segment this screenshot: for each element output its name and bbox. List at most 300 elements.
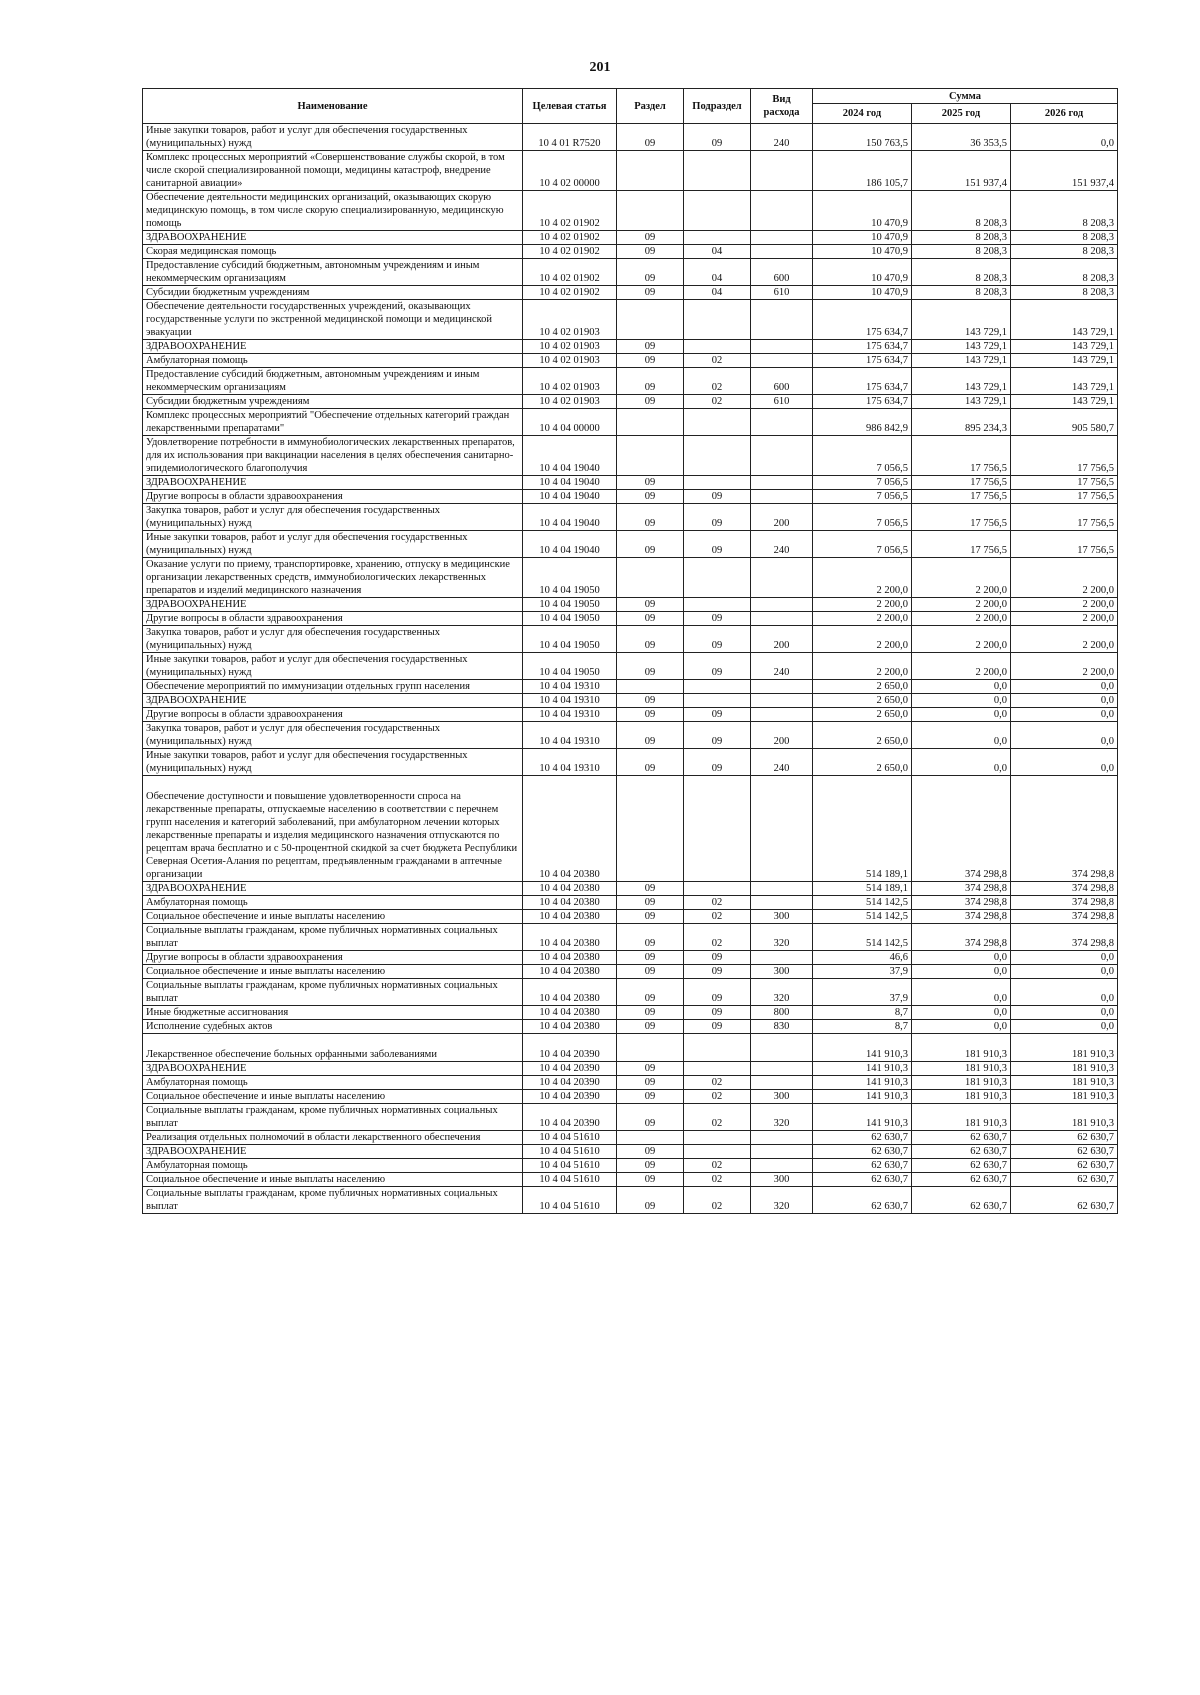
cell-target: 10 4 04 19050 xyxy=(523,598,617,612)
cell-section: 09 xyxy=(617,395,684,409)
cell-subsection xyxy=(684,340,751,354)
cell-2026: 374 298,8 xyxy=(1011,896,1118,910)
cell-name: Исполнение судебных актов xyxy=(143,1020,523,1034)
cell-2026: 8 208,3 xyxy=(1011,286,1118,300)
cell-subsection xyxy=(684,1034,751,1062)
cell-expense-type xyxy=(751,245,813,259)
cell-target: 10 4 04 20380 xyxy=(523,951,617,965)
cell-subsection: 09 xyxy=(684,979,751,1006)
table-row xyxy=(143,245,1118,259)
cell-2024: 2 650,0 xyxy=(813,749,912,776)
cell-2026: 17 756,5 xyxy=(1011,436,1118,476)
cell-2026: 8 208,3 xyxy=(1011,231,1118,245)
cell-subsection xyxy=(684,1131,751,1145)
cell-2024: 141 910,3 xyxy=(813,1076,912,1090)
cell-2026: 374 298,8 xyxy=(1011,924,1118,951)
cell-target: 10 4 02 01903 xyxy=(523,300,617,340)
cell-2024: 141 910,3 xyxy=(813,1062,912,1076)
cell-name: Субсидии бюджетным учреждениям xyxy=(143,395,523,409)
cell-2025: 0,0 xyxy=(912,1020,1011,1034)
cell-expense-type xyxy=(751,694,813,708)
cell-name: Социальное обеспечение и иные выплаты населению xyxy=(143,965,523,979)
cell-2024: 10 470,9 xyxy=(813,191,912,231)
cell-2024: 7 056,5 xyxy=(813,490,912,504)
cell-expense-type: 320 xyxy=(751,1187,813,1214)
cell-expense-type xyxy=(751,598,813,612)
cell-target: 10 4 04 20390 xyxy=(523,1034,617,1062)
cell-2024: 514 142,5 xyxy=(813,896,912,910)
cell-name: Амбулаторная помощь xyxy=(143,896,523,910)
cell-expense-type: 300 xyxy=(751,910,813,924)
table-body xyxy=(143,124,1118,1214)
cell-2024: 62 630,7 xyxy=(813,1145,912,1159)
cell-subsection: 09 xyxy=(684,708,751,722)
cell-target: 10 4 04 51610 xyxy=(523,1159,617,1173)
cell-target: 10 4 04 19040 xyxy=(523,490,617,504)
cell-target: 10 4 04 20390 xyxy=(523,1076,617,1090)
cell-2024: 62 630,7 xyxy=(813,1131,912,1145)
cell-2026: 0,0 xyxy=(1011,749,1118,776)
cell-name: Социальные выплаты гражданам, кроме публичных нормативных социальных выплат xyxy=(143,979,523,1006)
cell-2024: 141 910,3 xyxy=(813,1090,912,1104)
cell-section xyxy=(617,680,684,694)
cell-name: Закупка товаров, работ и услуг для обеспечения государственных (муниципальных) нужд xyxy=(143,504,523,531)
cell-name: Другие вопросы в области здравоохранения xyxy=(143,708,523,722)
header-2024: 2024 год xyxy=(813,104,912,124)
cell-2024: 514 142,5 xyxy=(813,910,912,924)
cell-2025: 62 630,7 xyxy=(912,1145,1011,1159)
cell-expense-type: 240 xyxy=(751,749,813,776)
cell-target: 10 4 04 19040 xyxy=(523,531,617,558)
table-row xyxy=(143,708,1118,722)
cell-2026: 905 580,7 xyxy=(1011,409,1118,436)
cell-2026: 143 729,1 xyxy=(1011,395,1118,409)
table-row xyxy=(143,694,1118,708)
cell-expense-type: 610 xyxy=(751,286,813,300)
cell-name: Иные закупки товаров, работ и услуг для обеспечения государственных (муниципальных) нужд xyxy=(143,531,523,558)
cell-name: Социальное обеспечение и иные выплаты населению xyxy=(143,1173,523,1187)
cell-expense-type xyxy=(751,1034,813,1062)
cell-2024: 141 910,3 xyxy=(813,1104,912,1131)
cell-2026: 62 630,7 xyxy=(1011,1145,1118,1159)
cell-target: 10 4 04 19040 xyxy=(523,476,617,490)
cell-target: 10 4 02 01902 xyxy=(523,245,617,259)
cell-2026: 0,0 xyxy=(1011,951,1118,965)
cell-subsection: 02 xyxy=(684,1187,751,1214)
cell-2026: 181 910,3 xyxy=(1011,1034,1118,1062)
cell-2026: 0,0 xyxy=(1011,965,1118,979)
cell-target: 10 4 04 51610 xyxy=(523,1145,617,1159)
cell-name: ЗДРАВООХРАНЕНИЕ xyxy=(143,598,523,612)
cell-name: Лекарственное обеспечение больных орфанными заболеваниями xyxy=(143,1034,523,1062)
cell-2024: 37,9 xyxy=(813,979,912,1006)
cell-2026: 17 756,5 xyxy=(1011,490,1118,504)
table-row xyxy=(143,531,1118,558)
table-row xyxy=(143,951,1118,965)
cell-2025: 181 910,3 xyxy=(912,1090,1011,1104)
cell-expense-type xyxy=(751,476,813,490)
cell-expense-type xyxy=(751,340,813,354)
cell-section: 09 xyxy=(617,340,684,354)
cell-section: 09 xyxy=(617,708,684,722)
cell-name: Социальное обеспечение и иные выплаты населению xyxy=(143,1090,523,1104)
cell-subsection: 09 xyxy=(684,951,751,965)
cell-name: Скорая медицинская помощь xyxy=(143,245,523,259)
cell-2025: 62 630,7 xyxy=(912,1159,1011,1173)
cell-2024: 10 470,9 xyxy=(813,259,912,286)
cell-2026: 0,0 xyxy=(1011,680,1118,694)
cell-subsection: 04 xyxy=(684,245,751,259)
cell-target: 10 4 04 19050 xyxy=(523,558,617,598)
cell-target: 10 4 04 20380 xyxy=(523,1020,617,1034)
cell-2025: 17 756,5 xyxy=(912,436,1011,476)
cell-expense-type: 240 xyxy=(751,653,813,680)
cell-section: 09 xyxy=(617,1145,684,1159)
table-row xyxy=(143,231,1118,245)
cell-section: 09 xyxy=(617,531,684,558)
cell-target: 10 4 04 19040 xyxy=(523,436,617,476)
cell-2024: 8,7 xyxy=(813,1020,912,1034)
cell-2026: 17 756,5 xyxy=(1011,531,1118,558)
cell-2025: 17 756,5 xyxy=(912,531,1011,558)
cell-2025: 181 910,3 xyxy=(912,1062,1011,1076)
cell-expense-type: 320 xyxy=(751,924,813,951)
cell-2025: 374 298,8 xyxy=(912,896,1011,910)
cell-2026: 181 910,3 xyxy=(1011,1062,1118,1076)
cell-name: Удовлетворение потребности в иммунобиологических лекарственных препаратов, для их использования при вакцинации населения в целях обеспечения санитарно-эпидемиологического благополучия xyxy=(143,436,523,476)
cell-section: 09 xyxy=(617,598,684,612)
cell-2025: 374 298,8 xyxy=(912,924,1011,951)
header-subsection: Подраздел xyxy=(684,89,751,124)
cell-section: 09 xyxy=(617,626,684,653)
cell-section: 09 xyxy=(617,259,684,286)
cell-section: 09 xyxy=(617,1006,684,1020)
cell-subsection: 09 xyxy=(684,490,751,504)
table-row xyxy=(143,1187,1118,1214)
cell-expense-type: 320 xyxy=(751,979,813,1006)
cell-2024: 514 142,5 xyxy=(813,924,912,951)
cell-expense-type xyxy=(751,436,813,476)
table-row xyxy=(143,722,1118,749)
cell-subsection: 09 xyxy=(684,124,751,151)
cell-2025: 151 937,4 xyxy=(912,151,1011,191)
cell-2026: 2 200,0 xyxy=(1011,653,1118,680)
cell-target: 10 4 04 51610 xyxy=(523,1131,617,1145)
cell-2024: 7 056,5 xyxy=(813,436,912,476)
cell-subsection: 09 xyxy=(684,504,751,531)
cell-2024: 2 200,0 xyxy=(813,626,912,653)
cell-section: 09 xyxy=(617,245,684,259)
cell-subsection xyxy=(684,476,751,490)
cell-section: 09 xyxy=(617,749,684,776)
table-row xyxy=(143,436,1118,476)
cell-expense-type: 800 xyxy=(751,1006,813,1020)
cell-target: 10 4 04 20380 xyxy=(523,910,617,924)
cell-expense-type: 600 xyxy=(751,259,813,286)
cell-target: 10 4 04 19310 xyxy=(523,749,617,776)
cell-section xyxy=(617,558,684,598)
cell-section: 09 xyxy=(617,1104,684,1131)
cell-section: 09 xyxy=(617,490,684,504)
cell-target: 10 4 04 20380 xyxy=(523,924,617,951)
cell-2025: 374 298,8 xyxy=(912,776,1011,882)
cell-subsection: 09 xyxy=(684,722,751,749)
header-target: Целевая статья xyxy=(523,89,617,124)
cell-target: 10 4 01 R7520 xyxy=(523,124,617,151)
header-sum: Сумма xyxy=(813,89,1118,104)
cell-2025: 0,0 xyxy=(912,979,1011,1006)
cell-name: ЗДРАВООХРАНЕНИЕ xyxy=(143,882,523,896)
table-row xyxy=(143,1062,1118,1076)
cell-target: 10 4 02 01902 xyxy=(523,191,617,231)
cell-name: Иные закупки товаров, работ и услуг для обеспечения государственных (муниципальных) нужд xyxy=(143,653,523,680)
cell-2024: 986 842,9 xyxy=(813,409,912,436)
table-row xyxy=(143,340,1118,354)
cell-section xyxy=(617,191,684,231)
cell-2024: 62 630,7 xyxy=(813,1187,912,1214)
table-row xyxy=(143,965,1118,979)
table-row xyxy=(143,896,1118,910)
cell-2026: 374 298,8 xyxy=(1011,882,1118,896)
cell-subsection: 09 xyxy=(684,612,751,626)
cell-2024: 514 189,1 xyxy=(813,776,912,882)
cell-target: 10 4 04 20380 xyxy=(523,979,617,1006)
cell-2026: 62 630,7 xyxy=(1011,1187,1118,1214)
table-row xyxy=(143,598,1118,612)
cell-2024: 2 200,0 xyxy=(813,558,912,598)
cell-section: 09 xyxy=(617,1090,684,1104)
cell-target: 10 4 02 01902 xyxy=(523,286,617,300)
cell-section: 09 xyxy=(617,694,684,708)
cell-2026: 62 630,7 xyxy=(1011,1131,1118,1145)
cell-section xyxy=(617,300,684,340)
cell-2024: 2 650,0 xyxy=(813,708,912,722)
cell-subsection: 02 xyxy=(684,395,751,409)
cell-2026: 8 208,3 xyxy=(1011,191,1118,231)
cell-section: 09 xyxy=(617,354,684,368)
table-row xyxy=(143,653,1118,680)
cell-target: 10 4 04 19310 xyxy=(523,680,617,694)
cell-2025: 17 756,5 xyxy=(912,476,1011,490)
cell-2024: 186 105,7 xyxy=(813,151,912,191)
cell-2024: 175 634,7 xyxy=(813,340,912,354)
header-name: Наименование xyxy=(143,89,523,124)
cell-2024: 141 910,3 xyxy=(813,1034,912,1062)
cell-2024: 2 650,0 xyxy=(813,722,912,749)
cell-name: Иные закупки товаров, работ и услуг для обеспечения государственных (муниципальных) нужд xyxy=(143,124,523,151)
cell-expense-type xyxy=(751,151,813,191)
cell-name: ЗДРАВООХРАНЕНИЕ xyxy=(143,476,523,490)
cell-expense-type: 200 xyxy=(751,722,813,749)
cell-section: 09 xyxy=(617,722,684,749)
page-number: 201 xyxy=(589,60,611,75)
cell-2024: 37,9 xyxy=(813,965,912,979)
cell-expense-type xyxy=(751,300,813,340)
cell-2025: 181 910,3 xyxy=(912,1104,1011,1131)
cell-name: Социальное обеспечение и иные выплаты населению xyxy=(143,910,523,924)
cell-2026: 2 200,0 xyxy=(1011,626,1118,653)
cell-expense-type xyxy=(751,1062,813,1076)
header-2026: 2026 год xyxy=(1011,104,1118,124)
cell-name: Социальные выплаты гражданам, кроме публичных нормативных социальных выплат xyxy=(143,924,523,951)
cell-target: 10 4 04 19310 xyxy=(523,708,617,722)
cell-subsection: 04 xyxy=(684,286,751,300)
cell-section: 09 xyxy=(617,368,684,395)
cell-section: 09 xyxy=(617,231,684,245)
cell-expense-type: 200 xyxy=(751,504,813,531)
cell-section: 09 xyxy=(617,476,684,490)
cell-name: Социальные выплаты гражданам, кроме публичных нормативных социальных выплат xyxy=(143,1187,523,1214)
cell-section: 09 xyxy=(617,924,684,951)
cell-name: Другие вопросы в области здравоохранения xyxy=(143,951,523,965)
cell-expense-type xyxy=(751,1076,813,1090)
cell-2024: 514 189,1 xyxy=(813,882,912,896)
cell-2025: 374 298,8 xyxy=(912,882,1011,896)
cell-name: Другие вопросы в области здравоохранения xyxy=(143,612,523,626)
cell-2026: 17 756,5 xyxy=(1011,504,1118,531)
cell-2025: 0,0 xyxy=(912,722,1011,749)
cell-2024: 7 056,5 xyxy=(813,476,912,490)
cell-2025: 2 200,0 xyxy=(912,626,1011,653)
cell-expense-type: 600 xyxy=(751,368,813,395)
cell-target: 10 4 04 20390 xyxy=(523,1090,617,1104)
cell-section xyxy=(617,776,684,882)
table-row xyxy=(143,680,1118,694)
cell-subsection: 09 xyxy=(684,749,751,776)
cell-name: Другие вопросы в области здравоохранения xyxy=(143,490,523,504)
cell-section: 09 xyxy=(617,910,684,924)
cell-2025: 17 756,5 xyxy=(912,504,1011,531)
cell-section xyxy=(617,151,684,191)
cell-name: Закупка товаров, работ и услуг для обеспечения государственных (муниципальных) нужд xyxy=(143,626,523,653)
table-row xyxy=(143,1076,1118,1090)
cell-2026: 0,0 xyxy=(1011,694,1118,708)
cell-expense-type: 830 xyxy=(751,1020,813,1034)
cell-name: Обеспечение мероприятий по иммунизации отдельных групп населения xyxy=(143,680,523,694)
cell-2025: 2 200,0 xyxy=(912,598,1011,612)
cell-subsection: 02 xyxy=(684,1076,751,1090)
cell-2024: 175 634,7 xyxy=(813,368,912,395)
cell-2024: 2 650,0 xyxy=(813,680,912,694)
cell-2024: 2 200,0 xyxy=(813,612,912,626)
cell-expense-type xyxy=(751,708,813,722)
cell-2025: 143 729,1 xyxy=(912,340,1011,354)
cell-2025: 17 756,5 xyxy=(912,490,1011,504)
cell-2025: 62 630,7 xyxy=(912,1173,1011,1187)
table-row xyxy=(143,300,1118,340)
table-row xyxy=(143,1104,1118,1131)
cell-2026: 181 910,3 xyxy=(1011,1104,1118,1131)
cell-2025: 895 234,3 xyxy=(912,409,1011,436)
table-row xyxy=(143,882,1118,896)
cell-2025: 62 630,7 xyxy=(912,1187,1011,1214)
cell-2024: 175 634,7 xyxy=(813,354,912,368)
cell-subsection: 02 xyxy=(684,1104,751,1131)
cell-subsection: 02 xyxy=(684,1173,751,1187)
cell-2026: 181 910,3 xyxy=(1011,1076,1118,1090)
cell-2026: 2 200,0 xyxy=(1011,612,1118,626)
cell-2026: 151 937,4 xyxy=(1011,151,1118,191)
cell-section: 09 xyxy=(617,504,684,531)
cell-2026: 0,0 xyxy=(1011,979,1118,1006)
cell-subsection: 09 xyxy=(684,1020,751,1034)
cell-expense-type: 240 xyxy=(751,124,813,151)
cell-expense-type xyxy=(751,612,813,626)
cell-2026: 0,0 xyxy=(1011,1006,1118,1020)
cell-target: 10 4 02 01903 xyxy=(523,340,617,354)
cell-2025: 0,0 xyxy=(912,1006,1011,1020)
cell-2026: 374 298,8 xyxy=(1011,910,1118,924)
cell-2024: 62 630,7 xyxy=(813,1173,912,1187)
cell-target: 10 4 02 01903 xyxy=(523,368,617,395)
cell-2026: 0,0 xyxy=(1011,708,1118,722)
cell-target: 10 4 04 20380 xyxy=(523,896,617,910)
cell-name: Оказание услуги по приему, транспортировке, хранению, отпуску в медицинские организации лекарственных средств, иммунобиологических лекарственных препаратов и изделий медицинского назначения xyxy=(143,558,523,598)
cell-name: Иные бюджетные ассигнования xyxy=(143,1006,523,1020)
cell-section: 09 xyxy=(617,1062,684,1076)
table-row xyxy=(143,910,1118,924)
cell-section: 09 xyxy=(617,1020,684,1034)
cell-2026: 0,0 xyxy=(1011,124,1118,151)
cell-2024: 2 200,0 xyxy=(813,598,912,612)
cell-name: Амбулаторная помощь xyxy=(143,1159,523,1173)
cell-2025: 374 298,8 xyxy=(912,910,1011,924)
cell-expense-type xyxy=(751,776,813,882)
cell-target: 10 4 04 19050 xyxy=(523,612,617,626)
cell-subsection: 02 xyxy=(684,1159,751,1173)
cell-target: 10 4 04 19050 xyxy=(523,653,617,680)
cell-subsection xyxy=(684,436,751,476)
cell-expense-type xyxy=(751,896,813,910)
cell-2024: 150 763,5 xyxy=(813,124,912,151)
table-row xyxy=(143,409,1118,436)
cell-2024: 46,6 xyxy=(813,951,912,965)
table-row xyxy=(143,1006,1118,1020)
cell-expense-type: 240 xyxy=(751,531,813,558)
cell-2025: 8 208,3 xyxy=(912,259,1011,286)
cell-name: Обеспечение деятельности государственных учреждений, оказывающих государственные услуги по экстренной медицинской помощи и медицинской эвакуации xyxy=(143,300,523,340)
header-section: Раздел xyxy=(617,89,684,124)
cell-2026: 181 910,3 xyxy=(1011,1090,1118,1104)
cell-2025: 2 200,0 xyxy=(912,612,1011,626)
table-row xyxy=(143,1173,1118,1187)
cell-2025: 0,0 xyxy=(912,694,1011,708)
cell-section: 09 xyxy=(617,1159,684,1173)
table-row xyxy=(143,151,1118,191)
cell-target: 10 4 02 00000 xyxy=(523,151,617,191)
cell-subsection: 02 xyxy=(684,910,751,924)
cell-target: 10 4 04 19040 xyxy=(523,504,617,531)
cell-name: Амбулаторная помощь xyxy=(143,354,523,368)
cell-expense-type xyxy=(751,882,813,896)
cell-subsection xyxy=(684,680,751,694)
cell-2025: 143 729,1 xyxy=(912,395,1011,409)
cell-subsection xyxy=(684,598,751,612)
cell-name: ЗДРАВООХРАНЕНИЕ xyxy=(143,1145,523,1159)
cell-2025: 2 200,0 xyxy=(912,558,1011,598)
cell-name: ЗДРАВООХРАНЕНИЕ xyxy=(143,694,523,708)
cell-name: Социальные выплаты гражданам, кроме публичных нормативных социальных выплат xyxy=(143,1104,523,1131)
cell-name: Обеспечение доступности и повышение удовлетворенности спроса на лекарственные препараты, отпускаемые населению в соответствии с перечнем групп населения и категорий заболеваний, при амбулаторном лечении которых лекарственные препараты и изделия медицинского назначения отпускаются по рецептам врача бесплатно и с 50-процентной скидкой за счет бюджета Республики Северная Осетия-Алания по рецептам, предъявленным гражданами в аптечные организации xyxy=(143,776,523,882)
cell-expense-type xyxy=(751,1131,813,1145)
cell-target: 10 4 04 51610 xyxy=(523,1187,617,1214)
table-row xyxy=(143,749,1118,776)
header-expense-type: Вид расхода xyxy=(751,89,813,124)
cell-subsection xyxy=(684,409,751,436)
cell-section xyxy=(617,1034,684,1062)
cell-target: 10 4 02 01902 xyxy=(523,231,617,245)
table-row xyxy=(143,476,1118,490)
